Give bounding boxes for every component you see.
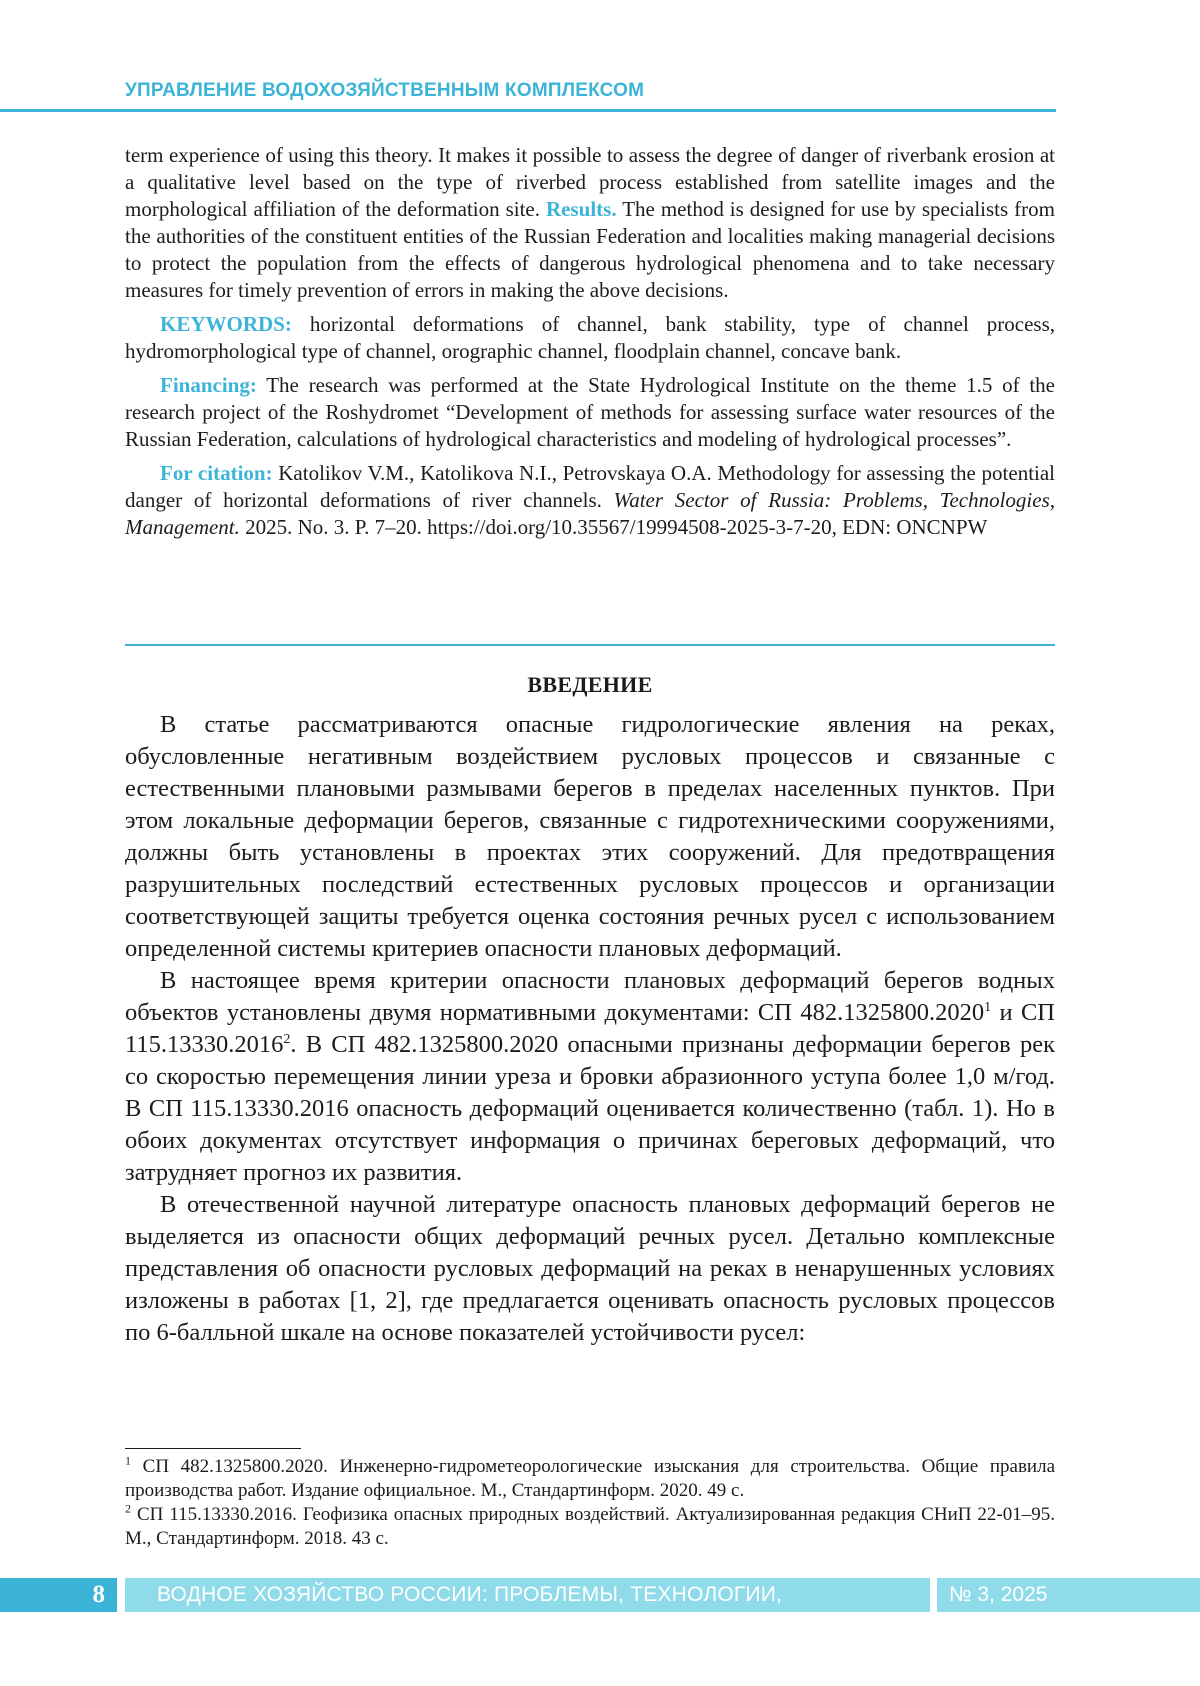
body-paragraph-1: В статье рассматриваются опасные гидрологические явления на реках, обусловленные негативным воздействием русловых процессов и связанные с естественными плановыми размывами берегов в пределах населенных пунктов. При этом локальные деформации берегов, связанные с гидротехническими сооружениями, должны быть установлены в проектах этих сооружений. Для предотвращения разрушительных последствий естественных русловых процессов и организации соответствующей защиты требуется оценка состояния речных русел с использованием определенной системы критериев опасности плановых деформаций. (125, 711, 1055, 962)
footnote-ref-2: 2 (283, 1031, 291, 1047)
citation-paragraph (125, 460, 1055, 541)
footnotes (125, 1455, 1055, 1551)
section-title: ВВЕДЕНИЕ (527, 672, 653, 697)
footnote-rule (125, 1448, 301, 1449)
abstract-text: term experience of using this theory. It makes it possible to assess the degree of danger of riverbank erosion at a qualitative level based on the type of riverbed process established from satellite images and the morphological affiliation of the deformation site. (125, 143, 1055, 221)
keywords-text: horizontal deformations of channel, bank stability, type of channel process, hydromorphological type of channel, orographic channel, floodplain channel, concave bank. (125, 312, 1056, 363)
issue-number: № 3, 2025 (937, 1578, 1200, 1612)
body-paragraph-2-part-b: и СП 115.13330.2016 (125, 999, 1055, 1058)
results-text: The method is designed for use by specialists from the authorities of the constituent entities of the Russian Federation and localities making managerial decisions to protect the population from the effects of dangerous hydrological phenomena and to take necessary measures for timely prevention of errors in making the above decisions. (125, 197, 1055, 302)
results-label: Results. (546, 197, 617, 221)
footnote-1 (125, 1455, 1055, 1503)
section-divider (125, 644, 1055, 646)
body-paragraph-2-part-c: . В СП 482.1325800.2020 опасными признаны деформации берегов рек со скоростью перемещения линии уреза и бровки абразионного уступа более 1,0 м/год. В СП 115.13330.2016 опасность деформаций оценивается количественно (табл. 1). Но в обоих документах отсутствует информация о причинах береговых деформаций, что затрудняет прогноз их развития. (125, 1031, 1055, 1186)
body-paragraph-2 (125, 965, 1055, 1189)
citation-label: For citation: (160, 461, 273, 485)
keywords-paragraph (125, 311, 1055, 365)
footnote-1-mark: 1 (125, 1453, 131, 1468)
citation-details: 2025. No. 3. P. 7–20. https://doi.org/10.35567/19994508-2025-3-7-20, EDN: ONCNPW (245, 515, 988, 539)
abstract-paragraph (125, 142, 1055, 304)
footnote-ref-1: 1 (984, 999, 992, 1015)
footnote-2 (125, 1503, 1055, 1551)
footnote-1-text: СП 482.1325800.2020. Инженерно-гидрометеорологические изыскания для строительства. Общие правила производства работ. Издание официальное. М., Стандартинформ. 2020. 49 с. (125, 1456, 1056, 1501)
abstract-block (125, 142, 1055, 548)
citation-journal: Water Sector of Russia: Problems, Technologies, Management. (125, 488, 1055, 539)
keywords-label: KEYWORDS: (160, 312, 292, 336)
financing-text: The research was performed at the State Hydrological Institute on the theme 1.5 of the research project of the Roshydromet “Development of methods for assessing surface water resources of the Russian Federation, calculations of hydrological characteristics and modeling of hydrological processes”. (125, 373, 1055, 451)
running-header: УПРАВЛЕНИЕ ВОДОХОЗЯЙСТВЕННЫМ КОМПЛЕКСОМ (125, 80, 645, 101)
page-footer (0, 1578, 1200, 1640)
page-number: 8 (0, 1578, 117, 1612)
body-text (125, 709, 1055, 1349)
footnote-2-text: СП 115.13330.2016. Геофизика опасных природных воздействий. Актуализированная редакция СНиП 22-01–95. М., Стандартинформ. 2018. 43 с. (125, 1504, 1056, 1549)
citation-authors: Katolikov V.M., Katolikova N.I., Petrovskaya O.A. Methodology for assessing the potential danger of horizontal deformations of river channels. (125, 461, 1056, 512)
body-paragraph-3: В отечественной научной литературе опасность плановых деформаций берегов не выделяется из опасности общих деформаций речных русел. Детально комплексные представления об опасности русловых деформаций на реках в ненарушенных условиях изложены в работах [1, 2], где предлагается оценивать опасность русловых процессов по 6-балльной шкале на основе показателей устойчивости русел: (125, 1191, 1055, 1346)
financing-paragraph (125, 372, 1055, 453)
body-paragraph-2-part-a: В настоящее время критерии опасности плановых деформаций берегов водных объектов установлены двумя нормативными документами: СП 482.1325800.2020 (125, 967, 1055, 1026)
header-rule (0, 109, 1056, 112)
financing-label: Financing: (160, 373, 257, 397)
journal-name: ВОДНОЕ ХОЗЯЙСТВО РОССИИ: ПРОБЛЕМЫ, ТЕХНОЛОГИИ, УПРАВЛЕНИЕ (125, 1578, 930, 1612)
footnote-2-mark: 2 (125, 1501, 131, 1516)
